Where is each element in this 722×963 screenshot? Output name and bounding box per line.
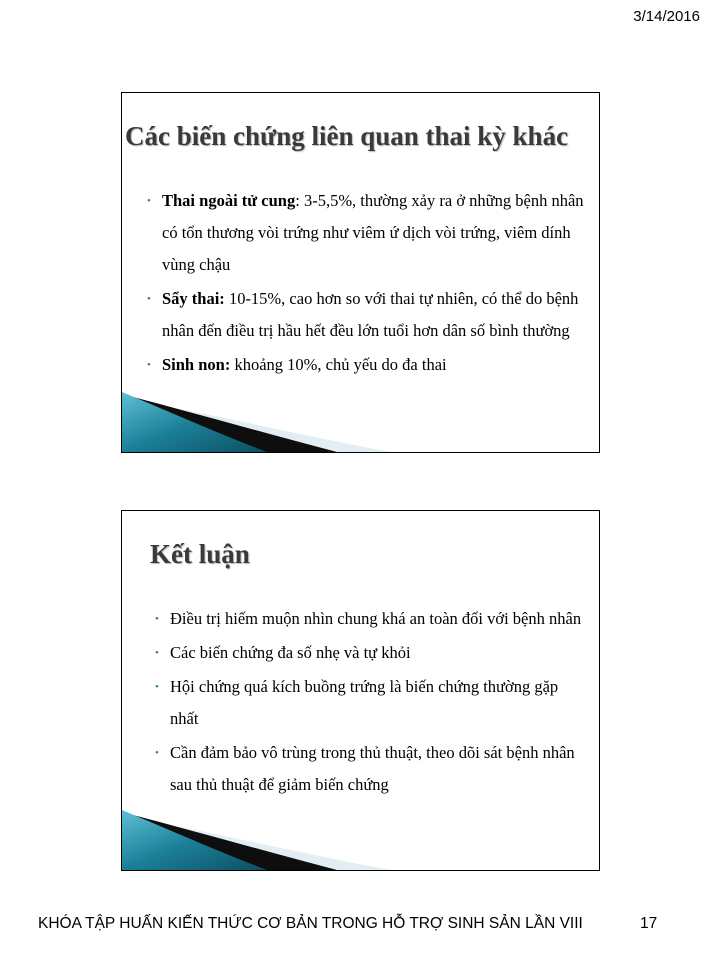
bullet-icon: • — [155, 747, 159, 759]
bullet-item — [155, 637, 583, 669]
bullet-item — [155, 737, 583, 801]
decorative-wave — [122, 390, 600, 452]
bullet-term: Thai ngoài tử cung — [162, 191, 296, 210]
bullet-icon: • — [147, 359, 151, 371]
decorative-wave — [122, 808, 600, 870]
slide-title: Kết luận — [150, 539, 250, 569]
bullet-text: Các biến chứng đa số nhẹ và tự khỏi — [170, 643, 411, 662]
footer-course-title: KHÓA TẬP HUẤN KIẾN THỨC CƠ BẢN TRONG HỖ TRỢ SINH SẢN LẦN VIII — [38, 915, 583, 932]
page-number: 17 — [640, 915, 658, 932]
bullet-list — [155, 603, 583, 803]
bullet-text: Hội chứng quá kích buồng trứng là biến chứng thường gặp nhất — [170, 677, 559, 728]
bullet-icon: • — [155, 681, 159, 693]
slide-thumbnail-1 — [121, 92, 600, 453]
bullet-text: khoảng 10%, chủ yếu do đa thai — [230, 355, 447, 374]
bullet-icon: • — [147, 195, 151, 207]
bullet-icon: • — [155, 613, 159, 625]
bullet-text: 10-15%, cao hơn so với thai tự nhiên, có thể do bệnh nhân đến điều trị hầu hết đều lớn tuổi hơn dân số bình thường — [162, 289, 579, 340]
bullet-list — [147, 185, 587, 383]
bullet-term: Sẩy thai: — [162, 289, 225, 308]
bullet-text: Điều trị hiếm muộn nhìn chung khá an toàn đối với bệnh nhân — [170, 609, 582, 628]
bullet-term: Sinh non: — [162, 355, 231, 374]
slide-thumbnail-2 — [121, 510, 600, 871]
bullet-item — [155, 603, 583, 635]
print-date: 3/14/2016 — [633, 8, 700, 25]
bullet-item — [147, 185, 587, 281]
bullet-text: : 3-5,5%, thường xảy ra ở những bệnh nhân có tổn thương vòi trứng như viêm ứ dịch vòi trứng, viêm dính vùng chậu — [162, 191, 584, 274]
slide-title: Các biến chứng liên quan thai kỳ khác — [125, 121, 569, 151]
bullet-item — [147, 283, 587, 347]
bullet-icon: • — [155, 647, 159, 659]
bullet-item — [155, 671, 583, 735]
bullet-item — [147, 349, 587, 381]
bullet-text: Cần đảm bảo vô trùng trong thủ thuật, theo dõi sát bệnh nhân sau thủ thuật để giảm biến chứng — [170, 743, 575, 794]
bullet-icon: • — [147, 293, 151, 305]
